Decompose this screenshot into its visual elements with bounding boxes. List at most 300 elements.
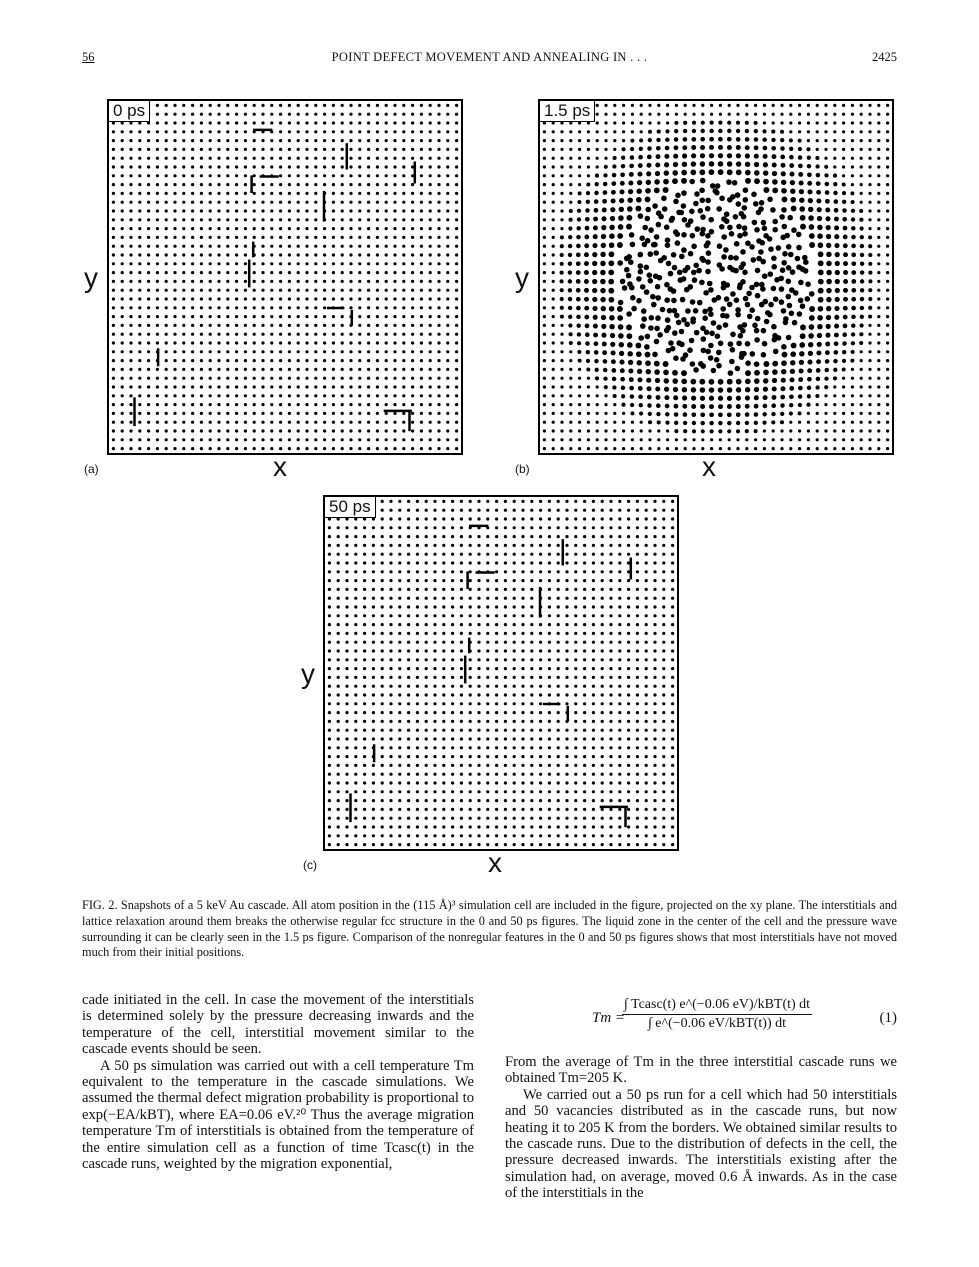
atom-dot — [226, 218, 229, 221]
atom-dot — [393, 412, 396, 415]
atom-dot — [341, 218, 344, 221]
atom-dot — [270, 359, 273, 362]
atom-dot — [645, 746, 648, 749]
atom-dot — [416, 729, 419, 732]
atom-dot — [886, 262, 889, 265]
atom-dot — [569, 157, 572, 160]
atom-dot — [577, 350, 581, 354]
atom-dot — [297, 377, 300, 380]
atom-dot — [816, 359, 821, 364]
atom-dot — [420, 262, 423, 265]
atom-dot — [372, 614, 375, 617]
atom-dot — [495, 746, 498, 749]
atom-dot — [877, 403, 880, 406]
atom-dot — [877, 253, 880, 256]
atom-dot — [754, 404, 759, 409]
atom-dot — [173, 139, 176, 142]
atom-dot — [244, 289, 247, 292]
atom-dot — [613, 121, 616, 124]
atom-dot — [671, 553, 674, 556]
atom-dot — [253, 403, 256, 406]
atom-dot — [763, 395, 768, 400]
atom-dot — [609, 641, 612, 644]
atom-dot — [619, 360, 624, 365]
atom-dot — [521, 517, 524, 520]
atom-dot — [543, 253, 546, 256]
atom-dot — [451, 658, 454, 661]
atom-dot — [288, 148, 291, 151]
atom-dot — [609, 834, 612, 837]
atom-dot — [381, 843, 384, 846]
atom-dot — [609, 500, 612, 503]
atom-dot — [727, 387, 733, 393]
atom-dot — [469, 614, 472, 617]
atom-dot — [337, 729, 340, 732]
atom-dot — [786, 335, 792, 341]
atom-dot — [557, 544, 560, 547]
atom-dot — [138, 280, 141, 283]
atom-dot — [583, 641, 586, 644]
atom-dot — [270, 429, 273, 432]
atom-dot — [886, 315, 889, 318]
atom-dot — [244, 315, 247, 318]
atom-dot — [851, 148, 854, 151]
atom-dot — [655, 315, 661, 321]
atom-dot — [636, 817, 639, 820]
atom-dot — [420, 121, 423, 124]
atom-dot — [842, 139, 845, 142]
atom-dot — [592, 693, 595, 696]
atom-dot — [420, 245, 423, 248]
atom-dot — [129, 280, 132, 283]
atom-dot — [530, 500, 533, 503]
atom-dot — [173, 104, 176, 107]
atom-dot — [235, 201, 238, 204]
atom-dot — [442, 632, 445, 635]
atom-dot — [604, 130, 607, 133]
atom-dot — [680, 297, 686, 303]
atom-dot — [622, 130, 625, 133]
atom-dot — [173, 218, 176, 221]
atom-dot — [552, 165, 555, 168]
atom-dot — [460, 579, 463, 582]
atom-dot — [645, 685, 648, 688]
atom-dot — [389, 790, 392, 793]
atom-dot — [673, 387, 678, 392]
atom-dot — [886, 421, 889, 424]
atom-dot — [217, 315, 220, 318]
atom-dot — [314, 368, 317, 371]
atom-dot — [425, 843, 428, 846]
atom-dot — [877, 271, 880, 274]
atom-dot — [147, 412, 150, 415]
atom-dot — [477, 825, 480, 828]
atom-dot — [235, 271, 238, 274]
atom-dot — [337, 570, 340, 573]
atom-dot — [407, 790, 410, 793]
atom-dot — [818, 288, 824, 294]
atom-dot — [191, 289, 194, 292]
atom-dot — [314, 306, 317, 309]
paragraph: From the average of Tm in the three interstitial cascade runs we obtained Tm=205 K. — [505, 1054, 897, 1087]
atom-dot — [121, 289, 124, 292]
atom-dot — [833, 359, 837, 363]
atom-dot — [565, 685, 568, 688]
atom-dot — [407, 834, 410, 837]
atom-dot — [807, 447, 810, 450]
atom-dot — [358, 148, 361, 151]
atom-dot — [652, 242, 658, 248]
atom-dot — [200, 421, 203, 424]
atom-dot — [850, 359, 854, 363]
atom-dot — [209, 245, 212, 248]
atom-dot — [341, 315, 344, 318]
atom-dot — [253, 306, 256, 309]
atom-dot — [129, 271, 132, 274]
atom-dot — [771, 420, 775, 424]
atom-dot — [700, 137, 705, 142]
atom-dot — [684, 104, 687, 107]
atom-dot — [429, 385, 432, 388]
atom-dot — [621, 147, 625, 151]
atom-dot — [636, 729, 639, 732]
atom-dot — [771, 146, 776, 151]
atom-dot — [636, 351, 642, 357]
atom-dot — [592, 781, 595, 784]
atom-dot — [645, 535, 648, 538]
atom-dot — [217, 183, 220, 186]
atom-dot — [323, 139, 326, 142]
atom-dot — [656, 222, 662, 228]
atom-dot — [843, 279, 848, 284]
atom-dot — [543, 209, 546, 212]
atom-dot — [314, 201, 317, 204]
atom-dot — [376, 253, 379, 256]
atom-dot — [314, 289, 317, 292]
atom-dot — [337, 649, 340, 652]
atom-dot — [235, 157, 238, 160]
atom-dot — [586, 359, 590, 363]
atom-dot — [420, 447, 423, 450]
atom-dot — [495, 544, 498, 547]
atom-dot — [437, 201, 440, 204]
atom-dot — [297, 315, 300, 318]
atom-dot — [345, 764, 348, 767]
atom-dot — [156, 209, 159, 212]
atom-dot — [437, 113, 440, 116]
atom-dot — [560, 253, 564, 257]
atom-dot — [442, 597, 445, 600]
atom-dot — [620, 368, 625, 373]
atom-dot — [393, 403, 396, 406]
atom-dot — [138, 306, 141, 309]
atom-dot — [112, 139, 115, 142]
atom-dot — [805, 296, 811, 302]
atom-dot — [807, 121, 810, 124]
atom-dot — [416, 623, 419, 626]
atom-dot — [548, 755, 551, 758]
atom-dot — [235, 412, 238, 415]
atom-dot — [446, 174, 449, 177]
atom-dot — [754, 447, 757, 450]
atom-dot — [877, 377, 880, 380]
atom-dot — [645, 597, 648, 600]
atom-dot — [349, 368, 352, 371]
atom-dot — [398, 658, 401, 661]
atom-dot — [226, 253, 229, 256]
atom-dot — [363, 605, 366, 608]
atom-dot — [577, 209, 581, 213]
atom-dot — [817, 233, 823, 239]
atom-dot — [749, 244, 755, 250]
atom-dot — [781, 369, 786, 374]
atom-dot — [618, 764, 621, 767]
atom-dot — [226, 271, 229, 274]
atom-dot — [279, 192, 282, 195]
atom-dot — [398, 685, 401, 688]
atom-dot — [789, 121, 792, 124]
atom-dot — [626, 311, 632, 317]
atom-dot — [363, 570, 366, 573]
atom-dot — [244, 165, 247, 168]
atom-dot — [730, 291, 736, 297]
y-axis-label: y — [301, 658, 315, 689]
atom-dot — [425, 711, 428, 714]
atom-dot — [539, 579, 542, 582]
atom-dot — [682, 162, 687, 167]
atom-dot — [718, 129, 722, 133]
atom-dot — [693, 367, 699, 373]
atom-dot — [671, 702, 674, 705]
atom-dot — [182, 183, 185, 186]
atom-dot — [451, 667, 454, 670]
atom-dot — [393, 113, 396, 116]
atom-dot — [585, 217, 590, 222]
atom-dot — [604, 385, 608, 389]
atom-dot — [235, 139, 238, 142]
atom-dot — [560, 227, 563, 230]
atom-dot — [807, 368, 812, 373]
atom-dot — [235, 350, 238, 353]
atom-dot — [156, 438, 159, 441]
atom-dot — [376, 377, 379, 380]
atom-dot — [156, 157, 159, 160]
atom-dot — [173, 113, 176, 116]
atom-dot — [402, 192, 405, 195]
atom-dot — [429, 271, 432, 274]
atom-dot — [657, 438, 660, 441]
atom-dot — [381, 685, 384, 688]
atom-dot — [601, 641, 604, 644]
atom-dot — [736, 438, 739, 441]
atom-dot — [719, 438, 722, 441]
atom-dot — [279, 165, 282, 168]
atom-dot — [504, 720, 507, 723]
atom-dot — [156, 280, 159, 283]
atom-dot — [253, 262, 256, 265]
atom-dot — [446, 201, 449, 204]
atom-dot — [539, 641, 542, 644]
atom-dot — [762, 137, 766, 141]
atom-dot — [707, 307, 713, 313]
atom-dot — [217, 412, 220, 415]
atom-dot — [376, 174, 379, 177]
atom-dot — [645, 755, 648, 758]
atom-dot — [583, 790, 586, 793]
atom-dot — [824, 130, 827, 133]
atom-dot — [609, 544, 612, 547]
atom-dot — [354, 685, 357, 688]
atom-dot — [486, 685, 489, 688]
atom-dot — [721, 254, 727, 260]
atom-dot — [835, 279, 840, 284]
atom-dot — [622, 113, 625, 116]
atom-dot — [833, 368, 837, 372]
atom-dot — [138, 209, 141, 212]
atom-dot — [592, 711, 595, 714]
atom-dot — [630, 394, 634, 398]
atom-dot — [305, 289, 308, 292]
atom-dot — [495, 667, 498, 670]
atom-dot — [807, 156, 811, 160]
atom-dot — [834, 234, 839, 239]
atom-dot — [372, 720, 375, 723]
atom-dot — [372, 579, 375, 582]
atom-dot — [543, 280, 546, 283]
atom-dot — [191, 394, 194, 397]
atom-dot — [789, 438, 792, 441]
atom-dot — [552, 447, 555, 450]
atom-dot — [736, 170, 742, 176]
atom-dot — [504, 711, 507, 714]
atom-dot — [305, 429, 308, 432]
atom-dot — [789, 377, 794, 382]
atom-dot — [626, 324, 632, 330]
atom-dot — [354, 799, 357, 802]
atom-dot — [586, 350, 590, 354]
atom-dot — [279, 341, 282, 344]
atom-dot — [671, 252, 677, 258]
atom-dot — [226, 280, 229, 283]
atom-dot — [165, 403, 168, 406]
atom-dot — [646, 369, 651, 374]
atom-dot — [477, 790, 480, 793]
atom-dot — [460, 808, 463, 811]
atom-dot — [337, 843, 340, 846]
atom-dot — [653, 535, 656, 538]
atom-dot — [341, 262, 344, 265]
atom-dot — [654, 361, 660, 367]
atom-dot — [543, 394, 546, 397]
atom-dot — [451, 614, 454, 617]
atom-dot — [600, 297, 605, 302]
atom-dot — [548, 649, 551, 652]
atom-dot — [376, 297, 379, 300]
atom-dot — [868, 394, 871, 397]
atom-dot — [877, 315, 880, 318]
atom-dot — [710, 447, 713, 450]
atom-dot — [328, 535, 331, 538]
atom-dot — [407, 535, 410, 538]
atom-dot — [337, 623, 340, 626]
atom-dot — [381, 588, 384, 591]
atom-dot — [165, 315, 168, 318]
atom-dot — [574, 729, 577, 732]
atom-dot — [771, 324, 777, 330]
atom-dot — [761, 352, 767, 358]
atom-dot — [156, 385, 159, 388]
atom-dot — [636, 517, 639, 520]
atom-dot — [411, 113, 414, 116]
atom-dot — [654, 339, 660, 345]
atom-dot — [557, 685, 560, 688]
atom-dot — [367, 385, 370, 388]
atom-dot — [618, 561, 621, 564]
atom-dot — [328, 570, 331, 573]
atom-dot — [665, 404, 670, 409]
atom-dot — [636, 693, 639, 696]
atom-dot — [860, 165, 863, 168]
atom-dot — [182, 438, 185, 441]
atom-dot — [816, 350, 821, 355]
atom-dot — [808, 198, 813, 203]
atom-dot — [433, 825, 436, 828]
atom-dot — [816, 198, 821, 203]
atom-dot — [666, 429, 669, 432]
atom-dot — [367, 113, 370, 116]
atom-dot — [842, 359, 846, 363]
atom-dot — [565, 764, 568, 767]
atom-dot — [455, 227, 458, 230]
atom-dot — [200, 218, 203, 221]
atom-dot — [469, 605, 472, 608]
atom-dot — [173, 121, 176, 124]
atom-dot — [609, 843, 612, 846]
atom-dot — [645, 799, 648, 802]
atom-dot — [367, 201, 370, 204]
atom-dot — [129, 394, 132, 397]
atom-dot — [244, 148, 247, 151]
atom-dot — [807, 386, 812, 391]
atom-dot — [354, 658, 357, 661]
atom-dot — [574, 649, 577, 652]
atom-dot — [182, 139, 185, 142]
paragraph: cade initiated in the cell. In case the movement of the interstitials is determined solely by the pressure decreasing inwards and the temperature of the cell, interstitial movement similar to the cascade events should be seen. — [82, 992, 474, 1058]
atom-dot — [389, 781, 392, 784]
atom-dot — [504, 500, 507, 503]
atom-dot — [376, 368, 379, 371]
atom-dot — [112, 394, 115, 397]
atom-dot — [305, 359, 308, 362]
atom-dot — [504, 641, 507, 644]
atom-dot — [727, 145, 732, 150]
atom-dot — [636, 579, 639, 582]
atom-dot — [349, 447, 352, 450]
atom-dot — [763, 361, 769, 367]
atom-dot — [648, 420, 652, 424]
atom-dot — [314, 104, 317, 107]
atom-dot — [244, 139, 247, 142]
atom-dot — [191, 350, 194, 353]
atom-dot — [367, 130, 370, 133]
atom-dot — [560, 447, 563, 450]
atom-dot — [191, 165, 194, 168]
atom-dot — [477, 649, 480, 652]
atom-dot — [209, 412, 212, 415]
atom-dot — [217, 253, 220, 256]
atom-dot — [636, 561, 639, 564]
atom-dot — [718, 153, 723, 158]
